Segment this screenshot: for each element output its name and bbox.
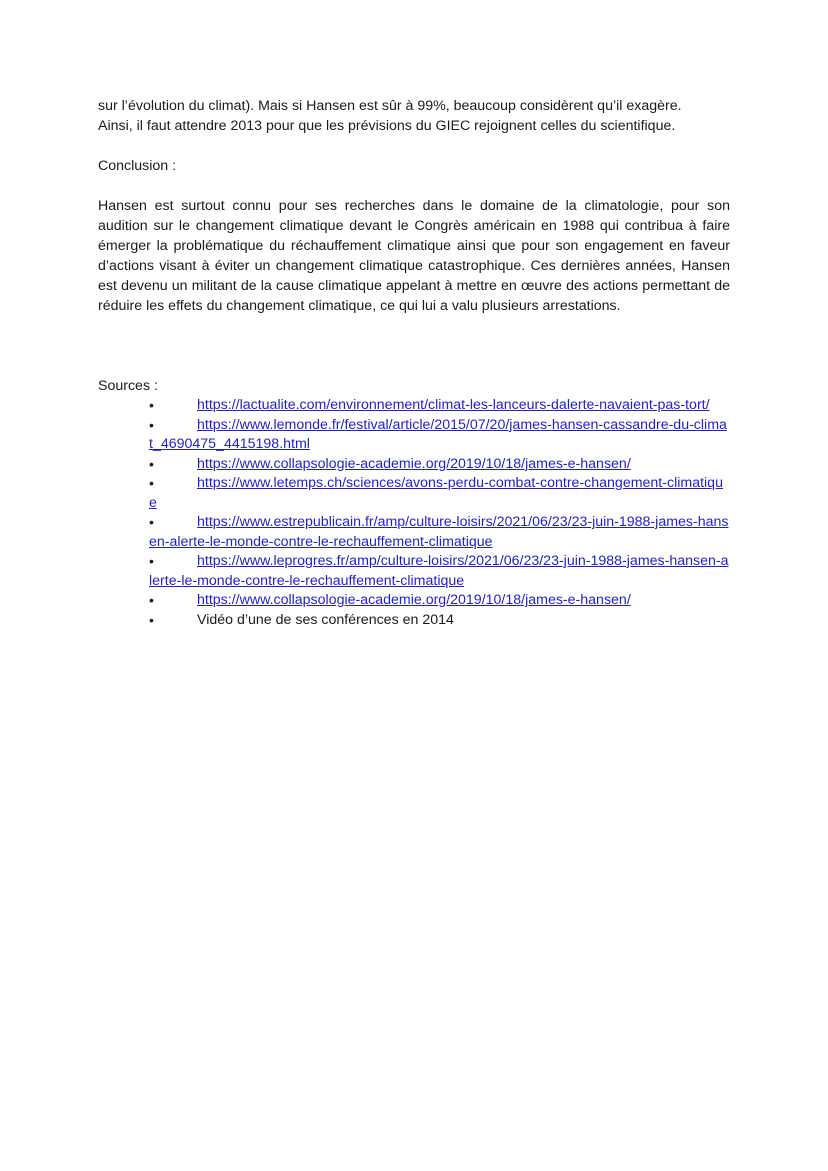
bullet-icon: • [149,397,154,413]
bullet-icon: • [149,455,154,472]
list-item [149,455,730,475]
source-link[interactable]: https://www.lemonde.fr/festival/article/2015/07/20/james-hansen-cassandre-du-climat_4690475_4415198.html [149,416,727,452]
bullet-icon: • [149,611,154,628]
list-item [149,474,730,513]
list-item [149,611,730,631]
bullet-icon: • [149,416,154,433]
source-link[interactable]: https://www.letemps.ch/sciences/avons-perdu-combat-contre-changement-climatique [149,475,723,511]
list-item [149,396,730,416]
conclusion-heading: Conclusion : [98,158,177,174]
bullet-icon: • [149,514,154,530]
sources-list [98,396,730,630]
bullet-icon: • [149,553,154,569]
list-item [149,513,730,552]
source-link[interactable]: https://www.estrepublicain.fr/amp/culture-loisirs/2021/06/23/23-juin-1988-james-hansen-alerte-le-monde-contre-le-rechauffement-climatique [149,514,729,550]
intro-line: sur l’évolution du climat). Mais si Hansen est sûr à 99%, beaucoup considèrent qu’il exagère. [98,98,682,114]
source-link[interactable]: https://lactualite.com/environnement/climat-les-lanceurs-dalerte-navaient-pas-tort/ [197,397,710,413]
source-link[interactable]: https://www.collapsologie-academie.org/2019/10/18/james-e-hansen/ [197,592,631,608]
intro-line: Ainsi, il faut attendre 2013 pour que les prévisions du GIEC rejoignent celles du scientifique. [98,118,676,134]
source-link[interactable]: https://www.collapsologie-academie.org/2019/10/18/james-e-hansen/ [197,455,631,472]
document-page [98,96,730,630]
conclusion-paragraph: Hansen est surtout connu pour ses recherches dans le domaine de la climatologie, pour son audition sur le changement climatique devant le Congrès américain en 1988 qui contribua à faire émerger la problématique du réchauffement climatique ainsi que pour son engagement en faveur d’actions visant à éviter un changement climatique catastrophique. Ces dernières années, Hansen est devenu un militant de la cause climatique appelant à mettre en œuvre des actions permettant de réduire les effets du changement climatique, ce qui lui a valu plusieurs arrestations. [98,198,730,314]
list-item [149,591,730,611]
source-text: Vidéo d’une de ses conférences en 2014 [197,611,454,628]
sources-heading: Sources : [98,378,158,394]
list-item [149,552,730,591]
list-item [149,416,730,455]
source-link[interactable]: https://www.leprogres.fr/amp/culture-loisirs/2021/06/23/23-juin-1988-james-hansen-alerte-le-monde-contre-le-rechauffement-climatique [149,553,729,589]
bullet-icon: • [149,592,154,608]
bullet-icon: • [149,475,154,491]
